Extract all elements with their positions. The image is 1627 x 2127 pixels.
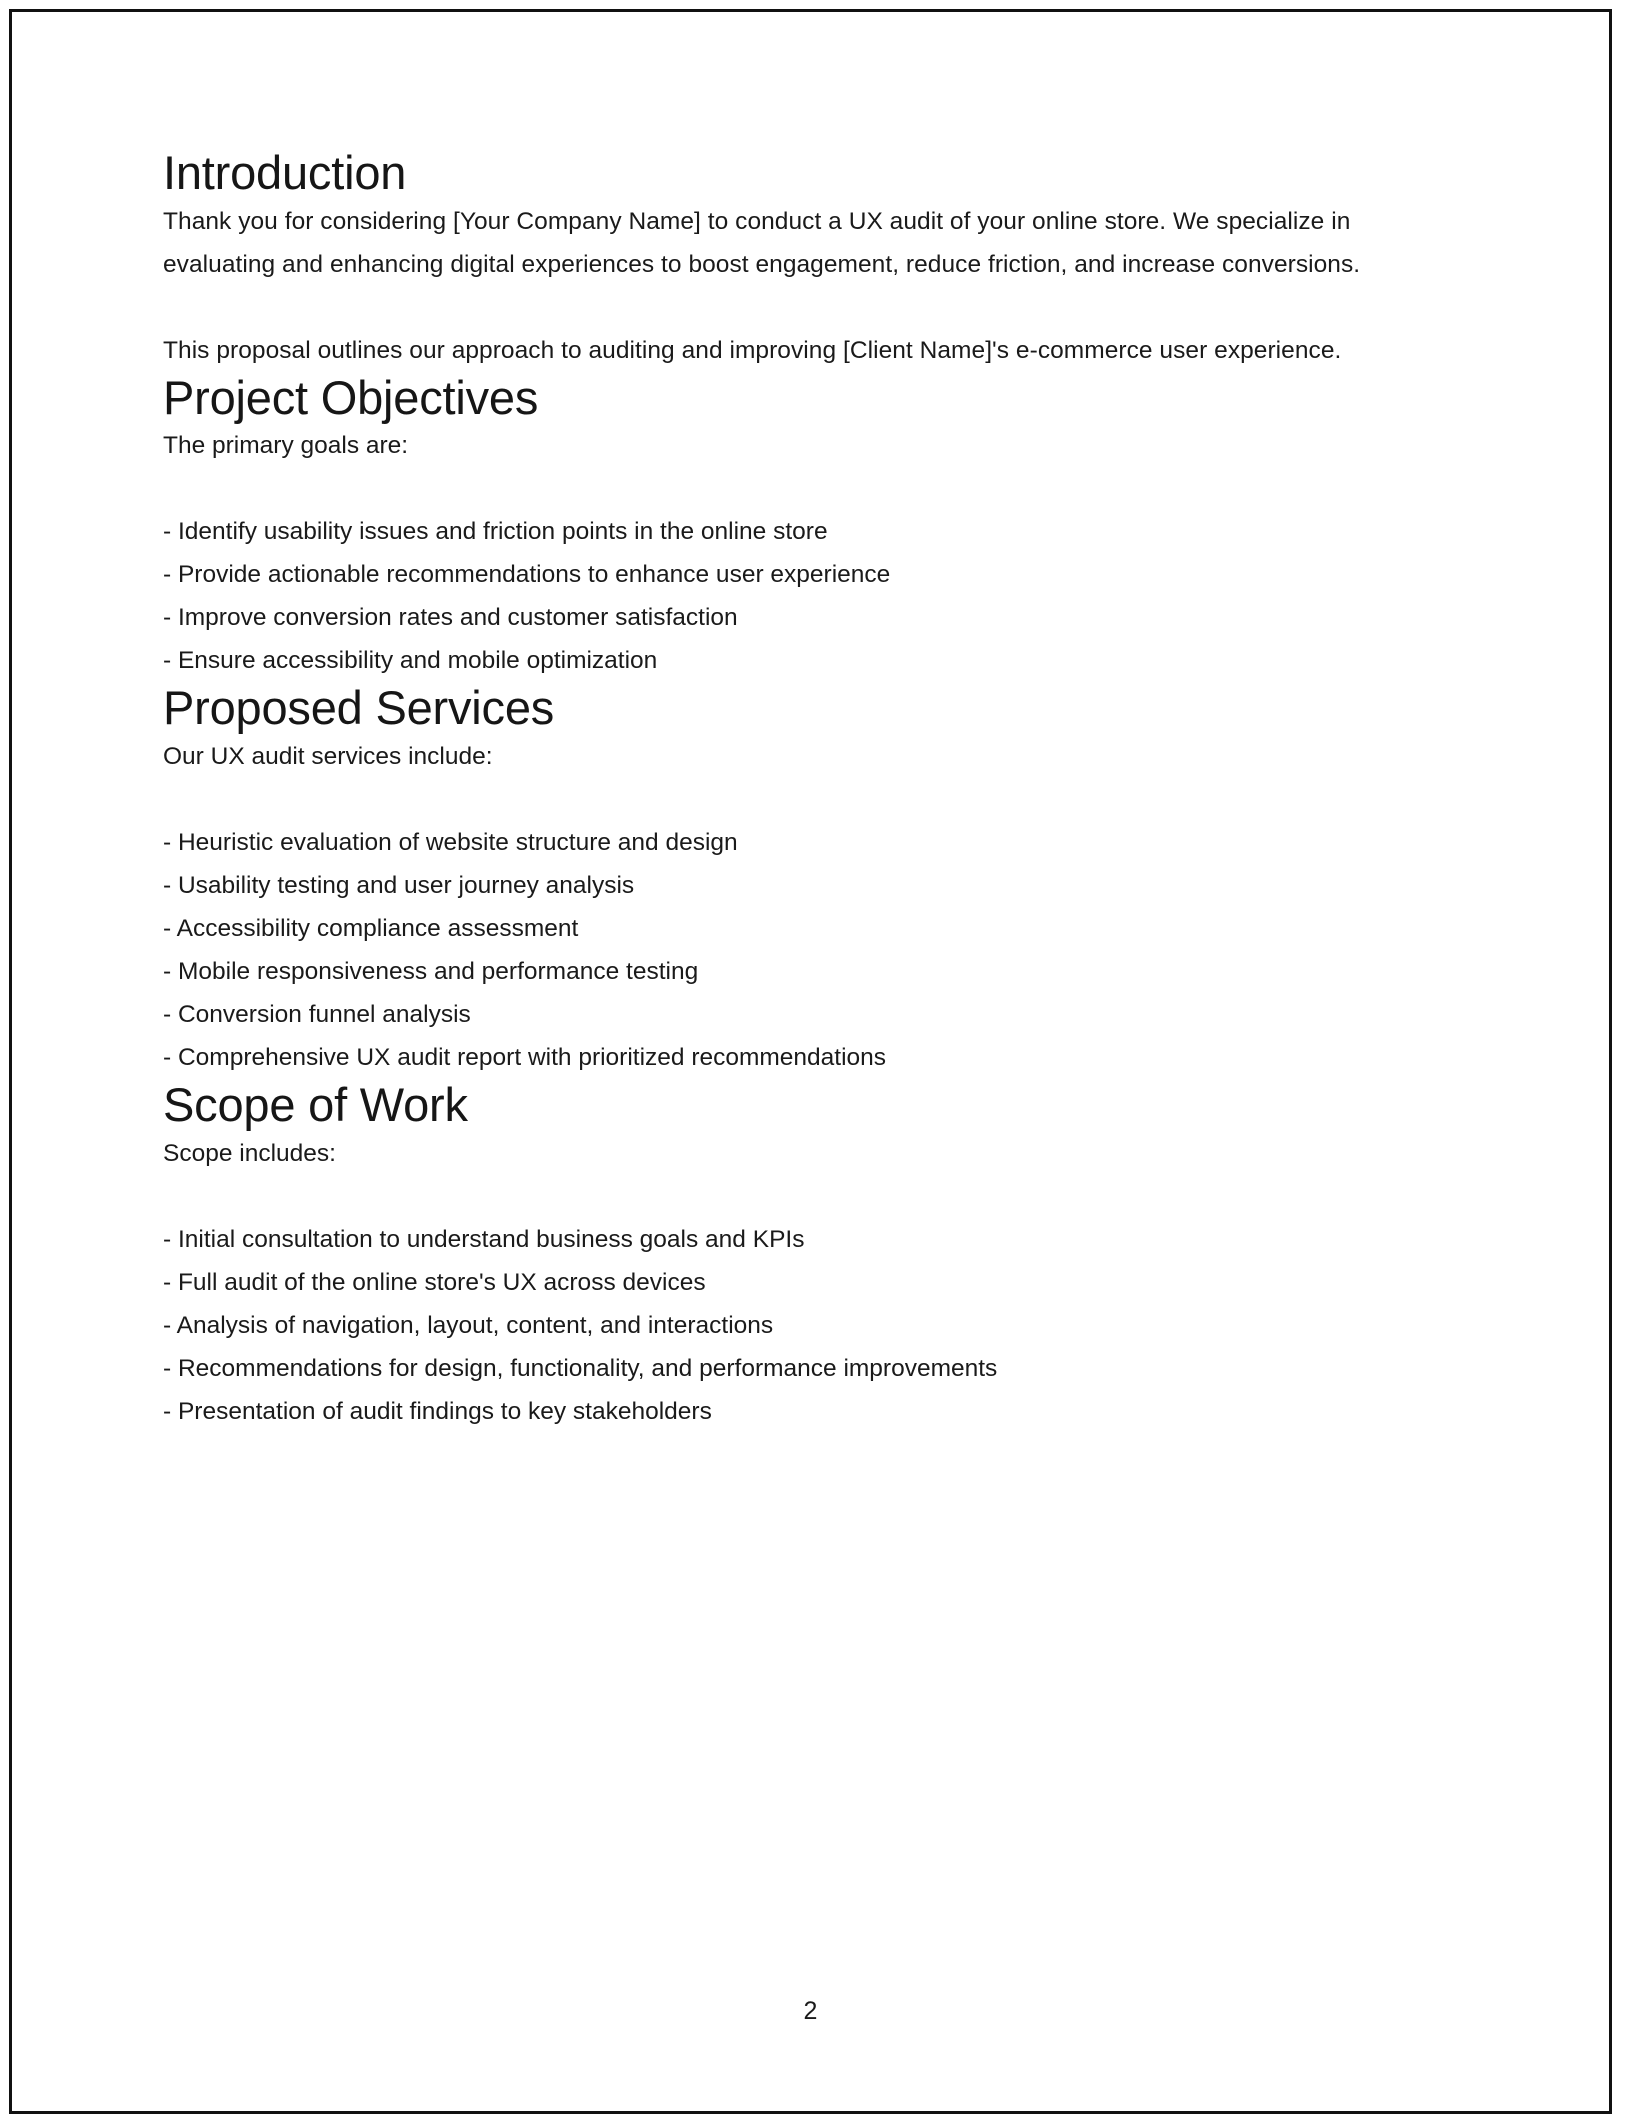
section-heading-introduction: Introduction — [163, 146, 407, 199]
list-item: - Conversion funnel analysis — [163, 1000, 471, 1028]
document-body — [163, 147, 1453, 1433]
introduction-paragraph-2: This proposal outlines our approach to auditing and improving [Client Name]'s e-commerce user experience. — [163, 336, 1342, 364]
section-project-objectives — [163, 372, 1453, 683]
proposed-services-list — [163, 821, 1453, 1079]
project-objectives-list — [163, 510, 1453, 682]
proposed-services-lead: Our UX audit services include: — [163, 742, 493, 770]
page-number: 2 — [803, 1997, 818, 2025]
list-item: - Improve conversion rates and customer satisfaction — [163, 604, 738, 632]
section-heading-scope-of-work: Scope of Work — [163, 1077, 468, 1131]
section-introduction — [163, 147, 1453, 372]
section-heading-proposed-services: Proposed Services — [163, 681, 555, 735]
list-item: - Ensure accessibility and mobile optimization — [163, 647, 658, 675]
list-item: - Usability testing and user journey analysis — [163, 871, 635, 899]
list-item: - Heuristic evaluation of website structure and design — [163, 828, 738, 856]
list-item: - Presentation of audit findings to key stakeholders — [163, 1397, 712, 1425]
list-item: - Accessibility compliance assessment — [163, 914, 579, 942]
list-item: - Recommendations for design, functionality, and performance improvements — [163, 1354, 998, 1382]
page-border — [9, 9, 1612, 2114]
section-scope-of-work — [163, 1079, 1453, 1433]
list-item: - Comprehensive UX audit report with prioritized recommendations — [163, 1043, 887, 1071]
page-canvas — [12, 12, 1609, 2111]
list-item: - Initial consultation to understand business goals and KPIs — [163, 1225, 805, 1253]
list-item: - Full audit of the online store's UX across devices — [163, 1268, 706, 1296]
section-proposed-services — [163, 682, 1453, 1079]
scope-of-work-list — [163, 1218, 1453, 1433]
project-objectives-lead: The primary goals are: — [163, 432, 409, 460]
list-item: - Provide actionable recommendations to enhance user experience — [163, 561, 891, 589]
section-heading-project-objectives: Project Objectives — [163, 370, 539, 424]
list-item: - Identify usability issues and friction points in the online store — [163, 518, 828, 546]
introduction-paragraph-1: Thank you for considering [Your Company Name] to conduct a UX audit of your online store. We specialize in evaluating and enhancing digital experiences to boost engagement, reduce friction, and increase conversions. — [163, 207, 1361, 278]
list-item: - Analysis of navigation, layout, content, and interactions — [163, 1311, 774, 1339]
list-item: - Mobile responsiveness and performance testing — [163, 957, 699, 985]
scope-of-work-lead: Scope includes: — [163, 1139, 336, 1167]
